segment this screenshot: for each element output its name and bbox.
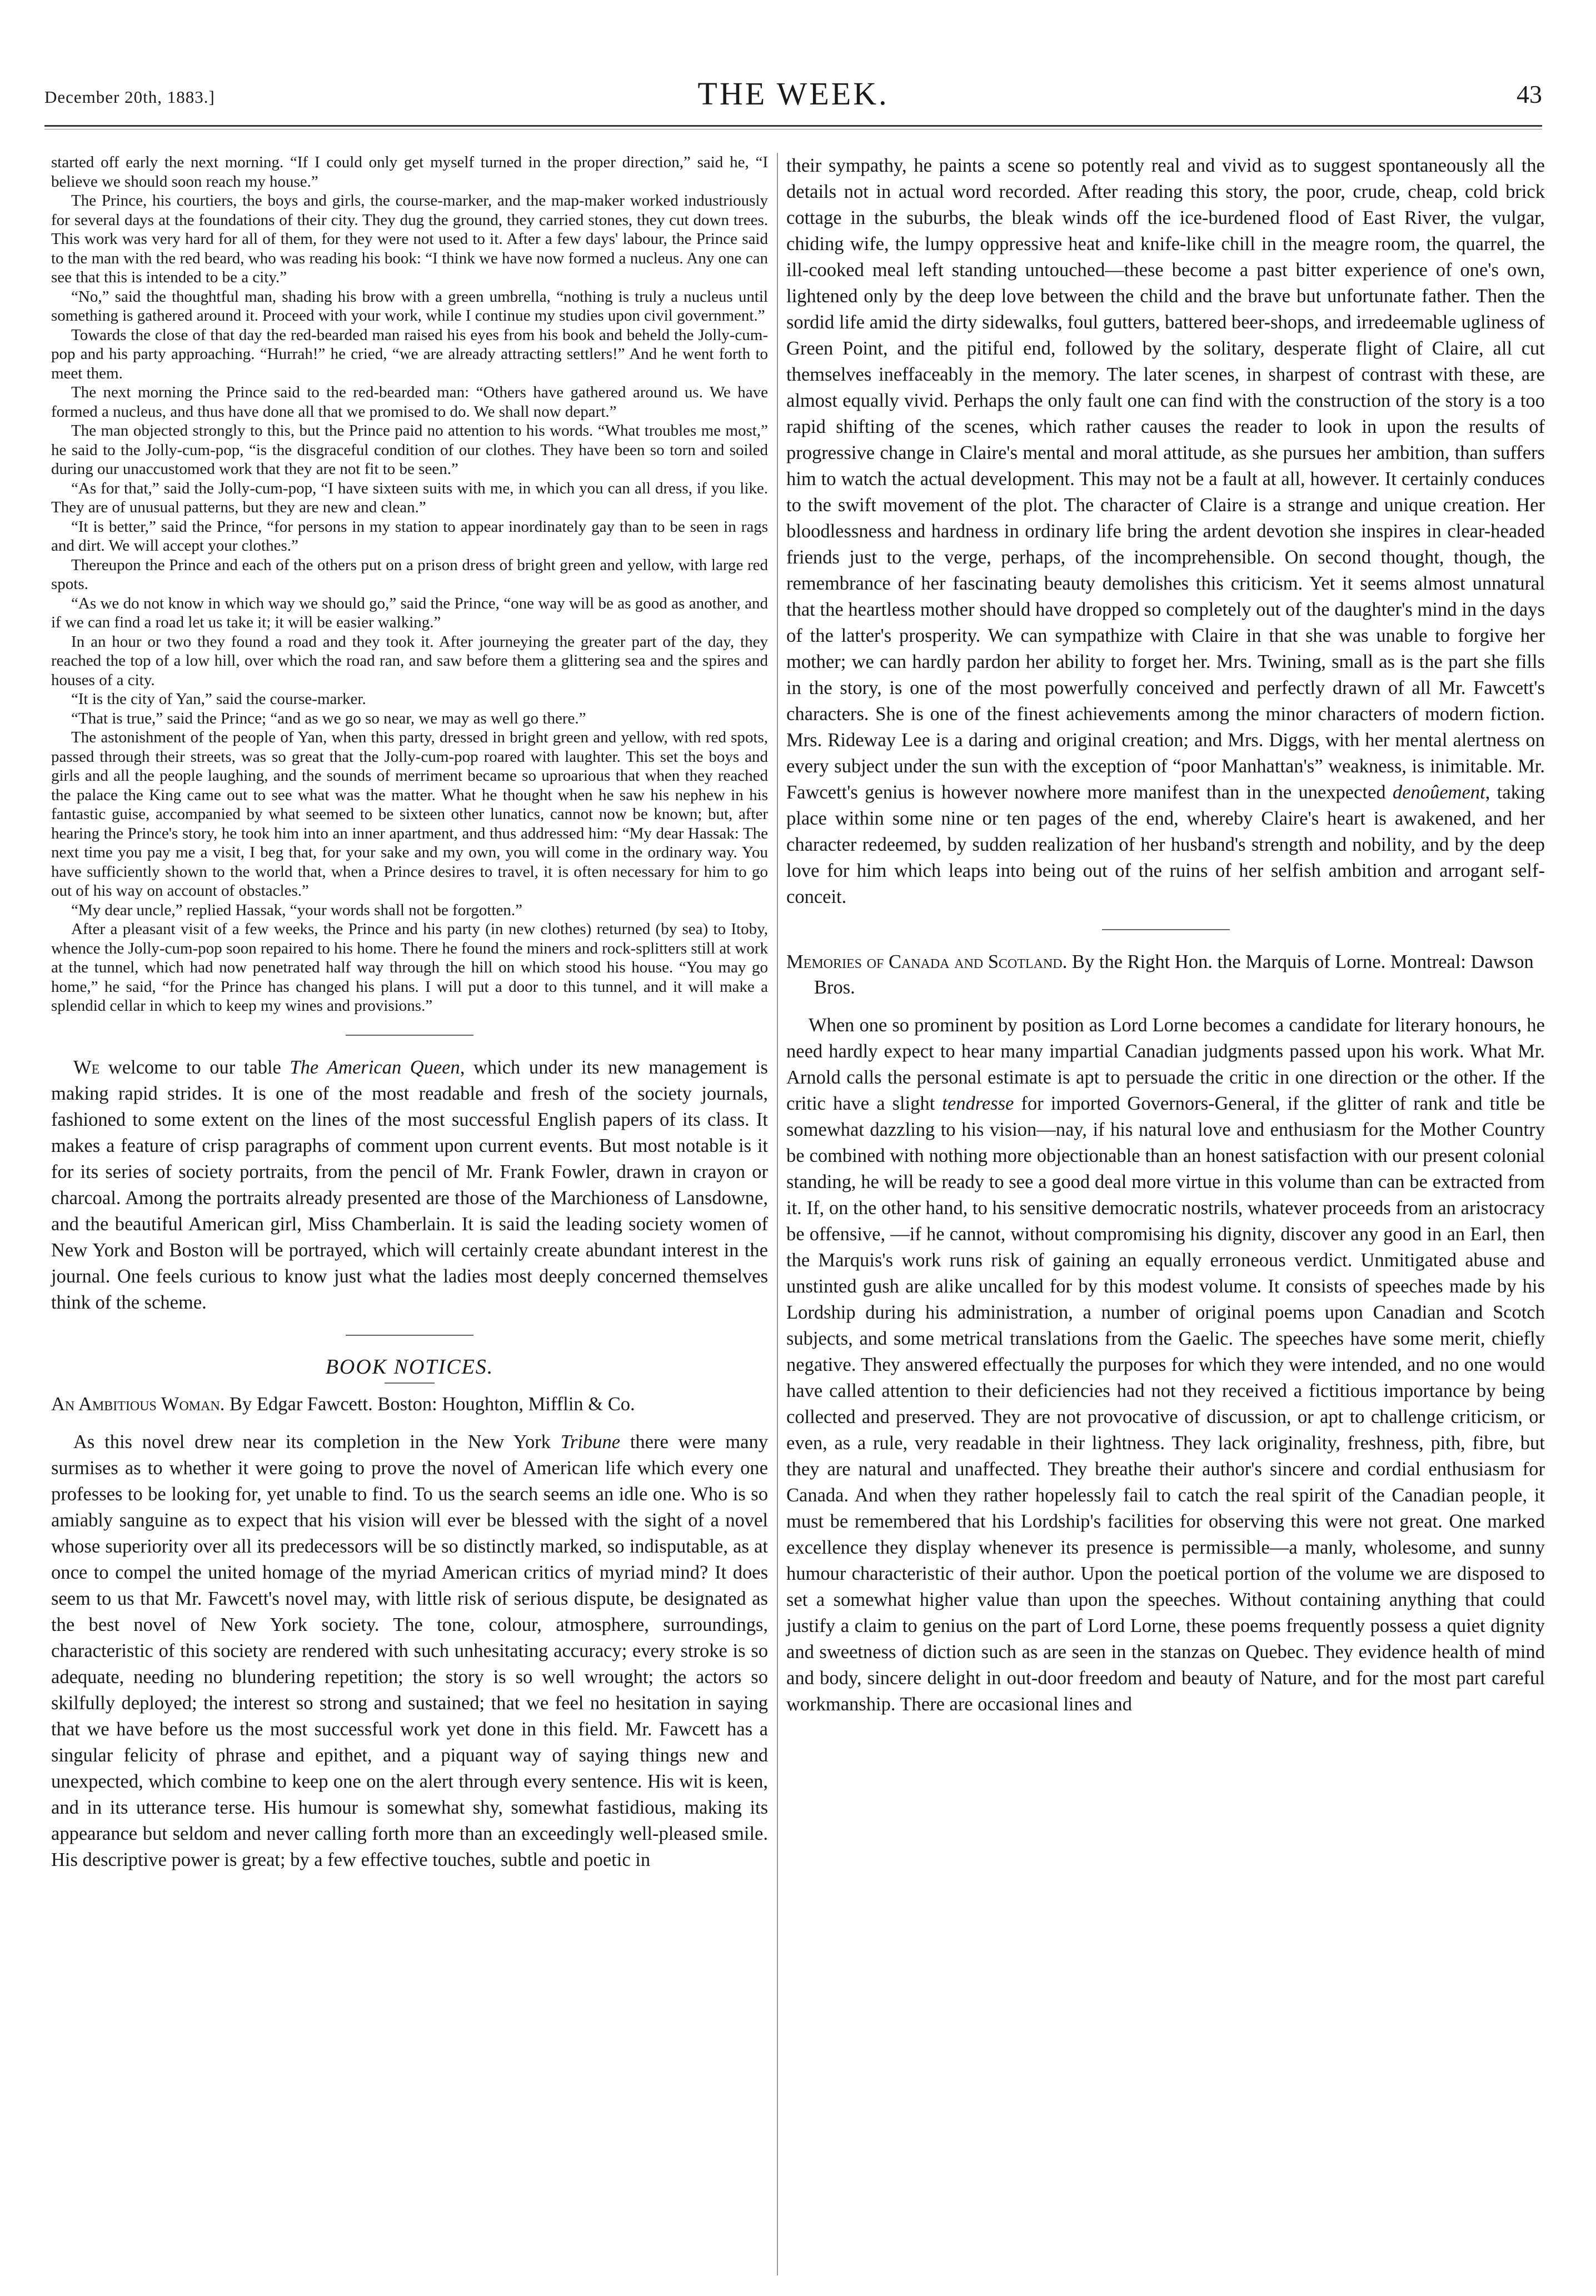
book-title: Memories of Canada and Scotland.: [786, 951, 1068, 972]
story-paragraph: “As we do not know in which way we should go,” said the Prince, “one way will be as good as another, and if we can find a road let us take it; it will be easier walking.”: [51, 594, 768, 631]
heading-rule: [385, 1382, 435, 1384]
story-paragraph: In an hour or two they found a road and they took it. After journeying the greater part of the day, they reached the top of a low hill, over which the road ran, and saw before them a glittering sea and the spires and houses of a city.: [51, 632, 768, 689]
notice-lead-word: We: [73, 1056, 100, 1078]
book-byline: By Edgar Fawcett. Boston: Houghton, Mifflin & Co.: [225, 1393, 635, 1415]
page-number: 43: [1517, 80, 1542, 108]
review-text: for imported Governors-General, if the glitter of rank and title be somewhat dazzling to his vision—nay, if his natural love and enthusiasm for the Mother Country be combined with nothing more objectionable than an honest satisfaction with our present colonial standing, he will be ready to see a good deal more virtue in this volume than can be extracted from it. If, on the other hand, to his sensitive democratic nostrils, whatever proceeds from an aristocracy be offensive, —if he cannot, without compromising his dignity, discover any good in an Earl, then the Marquis's work runs risk of gaining an equally erroneous verdict. Unmitigated abuse and unstinted gush are alike uncalled for by this modest volume. It consists of speeches made by his Lordship during his administration, a number of original poems upon Canadian and Scotch subjects, and some metrical translations from the Gaelic. The speeches have some merit, chiefly negative. They answered effectually the purposes for which they were intended, and no one would have called attention to their deficiencies had not they received a fictitious importance by being collected and preserved. They are not provocative of discussion, or apt to challenge criticism, or even, as a rule, very readable in their lightness. They lack originality, freshness, pith, fibre, but they are natural and unaffected. They breathe their author's sincere and cordial enthusiasm for Canada. And when they rather hopelessly fail to catch the real spirit of the Canadian people, it must be remembered that his Lordship's facilities for observing this were not great. One marked excellence they display whenever its presence is permissible—a manly, wholesome, and sunny humour characteristic of their author. Upon the poetical portion of the volume we are disposed to set a somewhat higher value than upon the speeches. Without containing anything that could justify a claim to genius on the part of Lord Lorne, these poems frequently possess a quiet dignity and sweetness of diction such as are seen in the stanzas on Quebec. They evidence health of mind and body, sincere delight in out-door freedom and beauty of Nature, and for the most part careful workmanship. There are occasional lines and: [786, 1093, 1545, 1715]
italic-term: denoûement: [1393, 782, 1485, 803]
story-paragraph: The man objected strongly to this, but the Prince paid no attention to his words. “What troubles me most,” he said to the Jolly-cum-pop, “is the disgraceful condition of our clothes. They have been so torn and soiled during our unaccustomed work that they are not fit to be seen.”: [51, 422, 768, 478]
review-text: When one so prominent by position as Lord Lorne becomes a candidate for literary honours, he need hardly expect to hear many impartial Canadian judgments passed upon his work. What Mr. Arnold calls the personal estimate is apt to persuade the critic in one direction or the other. If the critic have a slight: [786, 1015, 1545, 1114]
periodical-title: The American Queen: [290, 1056, 460, 1078]
review-text: , taking place within some nine or ten pages of the end, whereby Claire's heart is awakened, and her character redeemed, by sudden realization of her husband's strength and nobility, and by the deep love for him which leaps into being out of the ruins of her selfish ambition and arrogant self-conceit.: [786, 782, 1545, 907]
book-notices-heading: BOOK NOTICES.: [325, 1355, 494, 1379]
issue-date: December 20th, 1883.]: [44, 87, 215, 107]
page-header: [44, 75, 1542, 114]
story-paragraph: Towards the close of that day the red-bearded man raised his eyes from his book and beheld the Jolly-cum-pop and his party approaching. “Hurrah!” he cried, “we are already attracting settlers!” And he went forth to meet them.: [51, 326, 768, 382]
book-byline: By the Right Hon. the Marquis of Lorne. Montreal: Dawson Bros.: [814, 951, 1534, 998]
section-rule: [346, 1335, 473, 1336]
column-divider: [777, 153, 778, 2275]
review-text: there were many surmises as to whether it were going to prove the novel of American life which every one professes to be looking for, yet unable to find. To us the search seems an idle one. Who is so amiably sanguine as to expect that his vision will ever be blessed with the sight of a novel whose superiority over all its predecessors will be so distinctly marked, so indisputable, as at once to compel the united homage of the myriad American critics of myriad mind? It does seem to us that Mr. Fawcett's novel may, with little risk of serious dispute, be designated as the best novel of New York society. The tone, colour, atmosphere, surroundings, characteristic of this society are rendered with such unhesitating accuracy; every stroke is so adequate, needing no blundering repetition; the story is so well wrought; the actors so skilfully deployed; the interest so strong and sustained; that we feel no hesitation in saying that we have before us the most successful work yet done in this field. Mr. Fawcett has a singular felicity of phrase and epithet, and a piquant way of saying things new and unexpected, which combine to keep one on the alert through every sentence. His wit is keen, and in its utterance terse. His humour is somewhat shy, somewhat fastidious, making its appearance but seldom and never calling forth more than an exceedingly well-pleased smile. His descriptive power is great; by a few effective touches, subtle and poetic in: [51, 1431, 768, 1870]
story-paragraph: The astonishment of the people of Yan, when this party, dressed in bright green and yellow, with red spots, passed through their streets, was so great that the Jolly-cum-pop roared with laughter. This set the boys and girls and all the people laughing, and the sounds of merriment became so uproarious that when they reached the palace the King came out to see what was the matter. What he thought when he saw his nephew in his fantastic guise, accompanied by what seemed to be sixteen other lunatics, cannot now be known; but, after hearing the Prince's story, he took him into an inner apartment, and thus addressed him: “My dear Hassak: The next time you pay me a visit, I beg that, for your sake and my own, you will come in the ordinary way. You have sufficiently shown to the world that, when a Prince desires to travel, it is often necessary for him to go out of his way on account of obstacles.”: [51, 728, 768, 900]
right-column: [786, 153, 1545, 1718]
story-paragraph: The next morning the Prince said to the red-bearded man: “Others have gathered around us. We have formed a nucleus, and thus have done all that we promised to do. We shall now depart.”: [51, 383, 768, 421]
periodical-title: Tribune: [560, 1431, 621, 1453]
american-queen-notice: [51, 1055, 768, 1316]
story-paragraph: Thereupon the Prince and each of the others put on a prison dress of bright green and yellow, with large red spots.: [51, 556, 768, 593]
ambitious-woman-review-continued: [786, 153, 1545, 910]
story-paragraph: “My dear uncle,” replied Hassak, “your words shall not be forgotten.”: [71, 901, 523, 919]
review-text: their sympathy, he paints a scene so potently real and vivid as to suggest spontaneously all the details not in actual word recorded. After reading this story, the poor, crude, cheap, cold brick cottage in the suburbs, the bleak winds off the ice-burdened flood of East River, the vulgar, chiding wife, the lumpy oppressive heat and knife-like chill in the meagre room, the quarrel, the ill-cooked meal left standing untouched—these become a past bitter experience of one's own, lightened only by the deep love between the child and the brave but unfortunate father. Then the sordid life amid the dirty sidewalks, foul gutters, battered beer-shops, and irredeemable ugliness of Green Point, and the pitiful end, followed by the solitary, desperate flight of Claire, all cut themselves ineffaceably in the memory. The later scenes, in sharpest of contrast with these, are almost equally vivid. Perhaps the only fault one can find with the construction of the story is a too rapid shifting of the scenes, which rather causes the reader to look in upon the results of progressive change in Claire's mental and moral attitude, as she pursues her ambition, than suffers him to watch the actual development. This may not be a fault at all, however. It certainly conduces to the swift movement of the plot. The character of Claire is a strange and unique creation. Her bloodlessness and hardness in ordinary life bring the ardent devotion she inspires in clear-headed friends just to the verge, perhaps, of the incomprehensible. On second thought, though, the remembrance of her fascinating beauty demolishes this criticism. Yet it seems almost unnatural that the heartless mother should have dropped so completely out of the daughter's mind in the days of the latter's prosperity. We can sympathize with Claire in that she was unable to forgive her mother; we can hardly pardon her ability to forget her. Mrs. Twining, small as is the part she fills in the story, is one of the most powerfully conceived and perfectly drawn of all Mr. Fawcett's characters. She is one of the finest achievements among the minor characters of modern fiction. Mrs. Rideway Lee is a daring and original creation; and Mrs. Diggs, with her mental alertness on every subject under the sun with the exception of “poor Manhattan's” weakness, is inimitable. Mr. Fawcett's genius is however nowhere more manifest than in the unexpected: [786, 155, 1545, 803]
story-paragraph: “It is better,” said the Prince, “for persons in my station to appear inordinately gay than to be seen in rags and dirt. We will accept your clothes.”: [51, 517, 768, 555]
section-rule: [1102, 929, 1230, 930]
lorne-review: [786, 1012, 1545, 1718]
book-title-line: [786, 949, 1545, 1000]
story-paragraph: “That is true,” said the Prince; “and as we go so near, we may as well go there.”: [71, 709, 586, 727]
story-paragraph: After a pleasant visit of a few weeks, the Prince and his party (in new clothes) returned (by sea) to Itoby, whence the Jolly-cum-pop soon repaired to his home. There he found the miners and rock-splitters still at work at the tunnel, which had now penetrated half way through the hill on which stood his house. “You may go home,” he said, “for the Prince has changed his plans. I will put a door to this tunnel, and it will make a splendid cellar in which to keep my wines and provisions.”: [51, 920, 768, 1015]
story-paragraph: “As for that,” said the Jolly-cum-pop, “I have sixteen suits with me, in which you can all dress, if you like. They are of unusual patterns, but they are new and clean.”: [51, 479, 768, 516]
story-paragraph: started off early the next morning. “If I could only get myself turned in the proper direction,” said he, “I believe we should soon reach my house.”: [51, 153, 768, 191]
journal-title: THE WEEK.: [697, 76, 889, 112]
left-column: [51, 153, 768, 1873]
story-continuation: [51, 153, 768, 1016]
story-paragraph: The Prince, his courtiers, the boys and girls, the course-marker, and the map-maker worked industriously for several days at the foundations of their city. They dug the ground, they carried stones, they cut down trees. This work was very hard for all of them, for they were not used to it. After a few days' labour, the Prince said to the man with the red beard, who was reading his book: “I think we have now formed a nucleus. Any one can see that this is intended to be a city.”: [51, 192, 768, 286]
story-paragraph: “It is the city of Yan,” said the course-marker.: [71, 690, 366, 708]
review-text: As this novel drew near its completion in the New York: [73, 1431, 561, 1453]
book-title: An Ambitious Woman.: [51, 1393, 225, 1415]
section-rule: [346, 1035, 473, 1036]
ambitious-woman-review: [51, 1429, 768, 1873]
book-title-line: [51, 1391, 768, 1417]
italic-term: tendresse: [942, 1093, 1014, 1114]
story-paragraph: “No,” said the thoughtful man, shading his brow with a green umbrella, “nothing is truly a nucleus until something is gathered around it. Proceed with your work, while I continue my studies upon civil government.”: [51, 287, 768, 325]
notice-text: welcome to our table: [99, 1056, 290, 1078]
notice-text: , which under its new management is making rapid strides. It is one of the most readable and fresh of the society journals, fashioned to some extent on the lines of the most successful English papers of its class. It makes a feature of crisp paragraphs of comment upon current events. But most notable is it for its series of society portraits, from the pencil of Mr. Frank Fowler, drawn in crayon or charcoal. Among the portraits already presented are those of the Marchioness of Lansdowne, and the beautiful American girl, Miss Chamberlain. It is said the leading society women of New York and Boston will be portrayed, which will certainly create abundant interest in the journal. One feels curious to know just what the ladies most deeply concerned themselves think of the scheme.: [51, 1056, 768, 1313]
header-rule: [44, 125, 1542, 127]
